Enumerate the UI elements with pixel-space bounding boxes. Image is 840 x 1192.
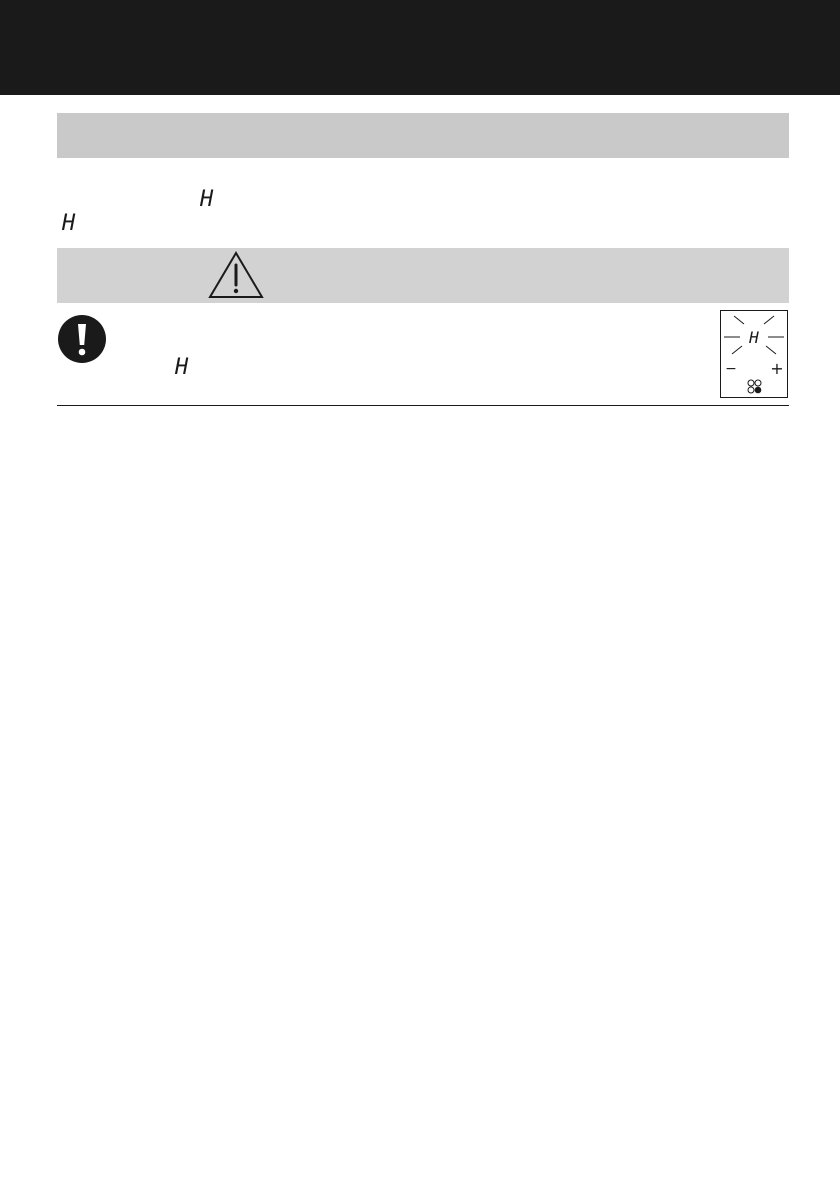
warning-triangle-icon (208, 250, 264, 300)
section-title-bar (57, 113, 789, 158)
display-symbol-h: H (62, 211, 76, 236)
header-band (0, 0, 840, 95)
mandatory-action-icon (57, 314, 107, 364)
section-divider (57, 405, 789, 406)
warning-bar (57, 248, 789, 303)
display-symbol-h: H (175, 355, 189, 380)
plus-key-label: + (770, 359, 784, 378)
control-panel-illustration (720, 310, 788, 398)
minus-key-label: − (725, 361, 737, 377)
panel-display-symbol: H (749, 328, 759, 347)
display-symbol-h: H (200, 187, 214, 212)
